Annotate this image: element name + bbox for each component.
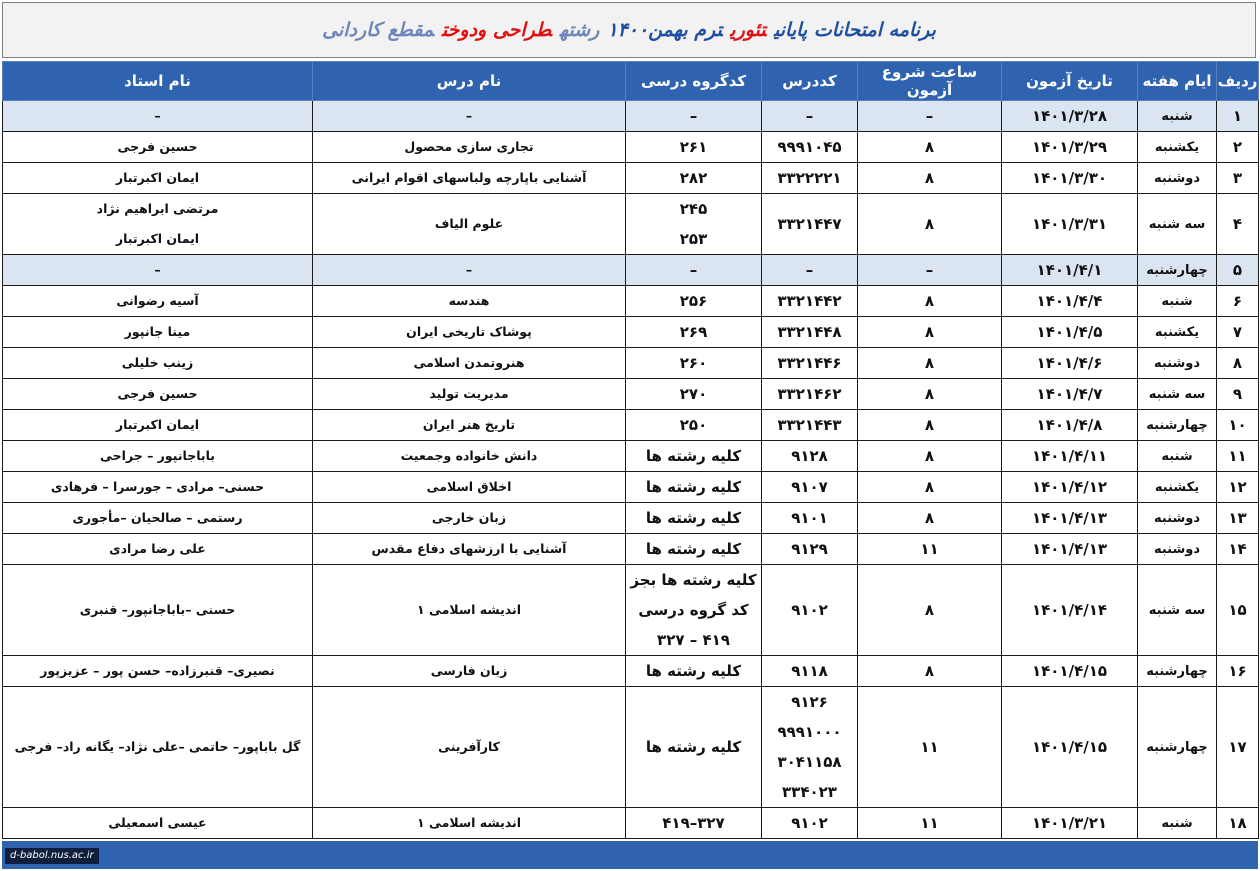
table-row <box>3 286 1259 317</box>
day-cell: شنبه <box>1138 286 1217 317</box>
course-name-cell <box>313 687 626 808</box>
table-row <box>3 441 1259 472</box>
group-code-cell <box>626 565 762 656</box>
date-cell: ۱۴۰۱/۴/۱۳ <box>1002 534 1138 565</box>
group-code-cell <box>626 808 762 839</box>
course-name-cell <box>313 472 626 503</box>
teacher-cell-line: نصیری– قنبرزاده– حسن پور – عزیزپور <box>40 663 275 678</box>
exam-schedule-table <box>2 61 1259 839</box>
course-code-cell-line: ۳۳۲۱۴۴۷ <box>777 215 842 233</box>
title-part-1: برنامه امتحانات پایانی <box>774 19 936 41</box>
start-time-cell: ۸ <box>858 410 1002 441</box>
table-row <box>3 101 1259 132</box>
course-code-cell <box>762 194 858 255</box>
day-cell: چهارشنبه <box>1138 410 1217 441</box>
course-code-cell <box>762 441 858 472</box>
title-part-2: تئوری <box>730 19 767 41</box>
teacher-cell-line: ایمان اکبرتبار <box>115 231 200 246</box>
course-code-cell <box>762 565 858 656</box>
course-name-cell <box>313 194 626 255</box>
table-row <box>3 255 1259 286</box>
group-code-cell-line: ۲۴۵ <box>679 200 708 218</box>
course-code-cell-line: ۳۳۲۱۴۴۳ <box>777 416 842 434</box>
course-name-cell-line: کارآفرینی <box>438 739 500 754</box>
day-cell: یکشنبه <box>1138 472 1217 503</box>
teacher-cell-line: باباجانپور – جراحی <box>100 448 215 463</box>
course-code-cell-line: ۳۳۲۱۴۴۲ <box>777 292 842 310</box>
course-code-cell-line: ۹۱۲۶ <box>791 693 828 711</box>
teacher-cell-line: علی رضا مرادی <box>109 541 206 556</box>
group-code-cell-line: – <box>689 107 698 125</box>
course-code-cell <box>762 472 858 503</box>
day-cell: چهارشنبه <box>1138 255 1217 286</box>
course-code-cell <box>762 503 858 534</box>
course-name-cell-line: تاریخ هنر ایران <box>422 417 516 432</box>
row-number-cell: ۱ <box>1217 101 1259 132</box>
teacher-cell-line: حسین فرجی <box>117 386 198 401</box>
teacher-cell <box>3 472 313 503</box>
course-name-cell-line: آشنایی با ارزشهای دفاع مقدس <box>371 541 567 556</box>
date-cell: ۱۴۰۱/۴/۱۵ <box>1002 687 1138 808</box>
teacher-cell <box>3 808 313 839</box>
column-header-teacher: نام استاد <box>3 62 313 101</box>
start-time-cell: ۸ <box>858 317 1002 348</box>
title-part-6: مقطع کاردانی <box>322 19 434 41</box>
date-cell: ۱۴۰۱/۴/۱ <box>1002 255 1138 286</box>
table-row <box>3 348 1259 379</box>
course-name-cell-line: اخلاق اسلامی <box>426 479 512 494</box>
teacher-cell <box>3 534 313 565</box>
course-code-cell-line: ۹۱۲۹ <box>791 540 828 558</box>
group-code-cell <box>626 163 762 194</box>
course-name-cell-line: اندیشه اسلامی ۱ <box>417 815 521 830</box>
course-code-cell-line: ۳۳۲۱۴۶۲ <box>777 385 842 403</box>
footer-bar <box>2 841 1258 869</box>
course-name-cell-line: زبان خارجی <box>431 510 507 525</box>
group-code-cell <box>626 286 762 317</box>
teacher-cell <box>3 379 313 410</box>
group-code-cell-line: کلیه رشته ها <box>645 447 742 465</box>
teacher-cell <box>3 132 313 163</box>
date-cell: ۱۴۰۱/۴/۱۵ <box>1002 656 1138 687</box>
group-code-cell-line: ۲۸۲ <box>679 169 708 187</box>
date-cell: ۱۴۰۱/۳/۲۹ <box>1002 132 1138 163</box>
row-number-cell: ۱۷ <box>1217 687 1259 808</box>
date-cell: ۱۴۰۱/۴/۱۱ <box>1002 441 1138 472</box>
day-cell: سه شنبه <box>1138 565 1217 656</box>
date-cell: ۱۴۰۱/۴/۱۳ <box>1002 503 1138 534</box>
day-cell: یکشنبه <box>1138 132 1217 163</box>
course-name-cell-line: علوم الیاف <box>434 216 504 231</box>
group-code-cell <box>626 441 762 472</box>
table-row <box>3 472 1259 503</box>
course-code-cell-line: ۹۱۰۷ <box>791 478 828 496</box>
row-number-cell: ۸ <box>1217 348 1259 379</box>
table-row <box>3 410 1259 441</box>
course-name-cell-line: – <box>465 108 473 123</box>
group-code-cell-line: کلیه رشته ها <box>645 662 742 680</box>
date-cell: ۱۴۰۱/۳/۲۱ <box>1002 808 1138 839</box>
group-code-cell <box>626 503 762 534</box>
start-time-cell: ۸ <box>858 441 1002 472</box>
row-number-cell: ۴ <box>1217 194 1259 255</box>
start-time-cell: ۸ <box>858 503 1002 534</box>
course-code-cell-line: ۹۱۱۸ <box>791 662 828 680</box>
start-time-cell: ۸ <box>858 379 1002 410</box>
day-cell: شنبه <box>1138 101 1217 132</box>
row-number-cell: ۱۶ <box>1217 656 1259 687</box>
group-code-cell <box>626 255 762 286</box>
teacher-cell-line: رستمی – صالحیان –مأجوری <box>72 510 243 525</box>
teacher-cell <box>3 565 313 656</box>
group-code-cell-line: کلیه رشته ها بجز <box>630 571 757 589</box>
course-name-cell <box>313 132 626 163</box>
start-time-cell: ۸ <box>858 565 1002 656</box>
group-code-cell-line: کلیه رشته ها <box>645 509 742 527</box>
title-part-4: رشته <box>559 19 600 41</box>
start-time-cell: ۱۱ <box>858 534 1002 565</box>
column-header-day: ایام هفته <box>1138 62 1217 101</box>
course-code-cell <box>762 255 858 286</box>
course-name-cell <box>313 656 626 687</box>
teacher-cell-line: گل باباپور– حاتمی –علی نژاد– یگانه راد– فرجی <box>14 739 301 754</box>
course-code-cell-line: ۳۳۲۱۴۴۸ <box>777 323 842 341</box>
course-code-cell-line: ۳۰۴۱۱۵۸ <box>777 753 842 771</box>
day-cell: دوشنبه <box>1138 348 1217 379</box>
teacher-cell <box>3 286 313 317</box>
course-code-cell <box>762 656 858 687</box>
start-time-cell: – <box>858 255 1002 286</box>
column-header-start-time: ساعت شروع آزمون <box>858 62 1002 101</box>
group-code-cell <box>626 194 762 255</box>
group-code-cell <box>626 472 762 503</box>
group-code-cell-line: ۳۲۷–۴۱۹ <box>662 814 725 832</box>
row-number-cell: ۷ <box>1217 317 1259 348</box>
teacher-cell-line: حسنی– مرادی – جورسرا – فرهادی <box>50 479 265 494</box>
course-code-cell <box>762 534 858 565</box>
footer-site-label: d-babol.nus.ac.ir <box>5 848 99 864</box>
course-name-cell <box>313 255 626 286</box>
date-cell: ۱۴۰۱/۴/۶ <box>1002 348 1138 379</box>
course-name-cell-line: هنروتمدن اسلامی <box>413 355 525 370</box>
table-row <box>3 132 1259 163</box>
table-row <box>3 317 1259 348</box>
column-header-row-number: ردیف <box>1217 62 1259 101</box>
course-name-cell-line: – <box>465 262 473 277</box>
course-name-cell-line: پوشاک تاریخی ایران <box>406 324 532 339</box>
day-cell: سه شنبه <box>1138 194 1217 255</box>
group-code-cell-line: – <box>689 261 698 279</box>
group-code-cell <box>626 317 762 348</box>
course-code-cell <box>762 163 858 194</box>
course-name-cell <box>313 808 626 839</box>
day-cell: چهارشنبه <box>1138 687 1217 808</box>
course-code-cell <box>762 101 858 132</box>
date-cell: ۱۴۰۱/۴/۱۴ <box>1002 565 1138 656</box>
day-cell: دوشنبه <box>1138 503 1217 534</box>
table-row <box>3 163 1259 194</box>
start-time-cell: ۱۱ <box>858 808 1002 839</box>
day-cell: سه شنبه <box>1138 379 1217 410</box>
course-name-cell <box>313 317 626 348</box>
day-cell: یکشنبه <box>1138 317 1217 348</box>
course-name-cell-line: هندسه <box>448 293 490 308</box>
teacher-cell-line: حسنی –باباجانپور– قنبری <box>79 602 236 617</box>
teacher-cell-line: – <box>154 108 161 123</box>
day-cell: دوشنبه <box>1138 534 1217 565</box>
course-code-cell <box>762 286 858 317</box>
teacher-cell-line: ایمان اکبرتبار <box>115 417 200 432</box>
column-header-course-code: کددرس <box>762 62 858 101</box>
teacher-cell-line: آسیه رضوانی <box>116 293 199 308</box>
course-code-cell <box>762 687 858 808</box>
start-time-cell: ۸ <box>858 348 1002 379</box>
teacher-cell <box>3 687 313 808</box>
course-name-cell-line: اندیشه اسلامی ۱ <box>417 602 521 617</box>
group-code-cell-line: کلیه رشته ها <box>645 478 742 496</box>
column-header-group-code: کدگروه درسی <box>626 62 762 101</box>
start-time-cell: ۸ <box>858 472 1002 503</box>
course-name-cell <box>313 379 626 410</box>
row-number-cell: ۳ <box>1217 163 1259 194</box>
start-time-cell: ۸ <box>858 132 1002 163</box>
teacher-cell <box>3 503 313 534</box>
group-code-cell <box>626 379 762 410</box>
teacher-cell-line: مینا جانپور <box>124 324 191 339</box>
row-number-cell: ۱۸ <box>1217 808 1259 839</box>
course-name-cell <box>313 163 626 194</box>
group-code-cell-line: کد گروه درسی <box>638 601 749 619</box>
group-code-cell-line: ۲۵۰ <box>679 416 708 434</box>
course-name-cell <box>313 565 626 656</box>
teacher-cell <box>3 255 313 286</box>
teacher-cell <box>3 410 313 441</box>
group-code-cell <box>626 132 762 163</box>
day-cell: چهارشنبه <box>1138 656 1217 687</box>
course-name-cell-line: دانش خانواده وجمعیت <box>400 448 538 463</box>
teacher-cell <box>3 194 313 255</box>
date-cell: ۱۴۰۱/۳/۳۱ <box>1002 194 1138 255</box>
table-row <box>3 687 1259 808</box>
start-time-cell: ۸ <box>858 656 1002 687</box>
course-name-cell <box>313 441 626 472</box>
course-name-cell <box>313 410 626 441</box>
day-cell: شنبه <box>1138 441 1217 472</box>
teacher-cell-line: – <box>154 262 161 277</box>
page-title <box>2 2 1256 58</box>
start-time-cell: ۸ <box>858 286 1002 317</box>
row-number-cell: ۱۵ <box>1217 565 1259 656</box>
start-time-cell: ۸ <box>858 194 1002 255</box>
course-name-cell <box>313 348 626 379</box>
title-part-3: ترم بهمن۱۴۰۰ <box>607 19 723 41</box>
group-code-cell-line: ۲۷۰ <box>679 385 708 403</box>
course-code-cell <box>762 379 858 410</box>
group-code-cell <box>626 534 762 565</box>
course-name-cell-line: زبان فارسی <box>430 663 508 678</box>
group-code-cell <box>626 410 762 441</box>
table-row <box>3 808 1259 839</box>
group-code-cell-line: کلیه رشته ها <box>645 738 742 756</box>
title-part-5: طراحی ودوخت <box>441 19 552 41</box>
teacher-cell <box>3 163 313 194</box>
course-code-cell <box>762 348 858 379</box>
date-cell: ۱۴۰۱/۴/۴ <box>1002 286 1138 317</box>
course-code-cell-line: ۳۳۲۱۴۴۶ <box>777 354 842 372</box>
start-time-cell: ۱۱ <box>858 687 1002 808</box>
group-code-cell-line: ۲۵۳ <box>679 230 708 248</box>
course-code-cell <box>762 132 858 163</box>
course-code-cell-line: ۳۳۴۰۲۳ <box>782 783 837 801</box>
course-name-cell-line: مدیریت تولید <box>429 386 509 401</box>
group-code-cell-line: ۲۶۰ <box>679 354 708 372</box>
course-code-cell-line: – <box>805 261 814 279</box>
day-cell: دوشنبه <box>1138 163 1217 194</box>
group-code-cell-line: ۲۵۶ <box>679 292 708 310</box>
column-header-date: تاریخ آزمون <box>1002 62 1138 101</box>
row-number-cell: ۱۰ <box>1217 410 1259 441</box>
course-name-cell <box>313 534 626 565</box>
row-number-cell: ۶ <box>1217 286 1259 317</box>
teacher-cell-line: حسین فرجی <box>117 139 198 154</box>
course-code-cell-line: ۹۹۹۱۰۴۵ <box>777 138 842 156</box>
group-code-cell <box>626 656 762 687</box>
row-number-cell: ۹ <box>1217 379 1259 410</box>
course-code-cell-line: ۹۱۰۲ <box>791 814 828 832</box>
course-name-cell <box>313 101 626 132</box>
course-code-cell-line: ۹۱۰۱ <box>791 509 828 527</box>
row-number-cell: ۱۳ <box>1217 503 1259 534</box>
table-row <box>3 194 1259 255</box>
group-code-cell <box>626 101 762 132</box>
course-code-cell <box>762 410 858 441</box>
group-code-cell-line: ۲۶۱ <box>679 138 708 156</box>
start-time-cell: ۸ <box>858 163 1002 194</box>
course-code-cell <box>762 317 858 348</box>
row-number-cell: ۲ <box>1217 132 1259 163</box>
teacher-cell-line: زینب خلیلی <box>121 355 194 370</box>
course-code-cell-line: ۹۱۲۸ <box>791 447 828 465</box>
course-name-cell <box>313 503 626 534</box>
teacher-cell <box>3 441 313 472</box>
date-cell: ۱۴۰۱/۳/۳۰ <box>1002 163 1138 194</box>
date-cell: ۱۴۰۱/۴/۱۲ <box>1002 472 1138 503</box>
teacher-cell <box>3 101 313 132</box>
teacher-cell <box>3 317 313 348</box>
course-name-cell <box>313 286 626 317</box>
teacher-cell-line: مرتضی ابراهیم نژاد <box>96 201 219 216</box>
table-header-row <box>3 62 1259 101</box>
row-number-cell: ۱۲ <box>1217 472 1259 503</box>
day-cell: شنبه <box>1138 808 1217 839</box>
course-name-cell-line: آشنایی باپارچه ولباسهای اقوام ایرانی <box>351 170 587 185</box>
course-code-cell-line: ۹۱۰۲ <box>791 601 828 619</box>
start-time-cell: – <box>858 101 1002 132</box>
teacher-cell-line: عیسی اسمعیلی <box>108 815 207 830</box>
column-header-course-name: نام درس <box>313 62 626 101</box>
table-body <box>3 101 1259 839</box>
teacher-cell-line: ایمان اکبرتبار <box>115 170 200 185</box>
table-row <box>3 503 1259 534</box>
course-code-cell-line: – <box>805 107 814 125</box>
date-cell: ۱۴۰۱/۳/۲۸ <box>1002 101 1138 132</box>
teacher-cell <box>3 656 313 687</box>
table-row <box>3 379 1259 410</box>
row-number-cell: ۱۱ <box>1217 441 1259 472</box>
course-code-cell-line: ۹۹۹۱۰۰۰ <box>777 723 842 741</box>
table-row <box>3 656 1259 687</box>
table-row <box>3 565 1259 656</box>
date-cell: ۱۴۰۱/۴/۷ <box>1002 379 1138 410</box>
course-name-cell-line: تجاری سازی محصول <box>404 139 534 154</box>
date-cell: ۱۴۰۱/۴/۸ <box>1002 410 1138 441</box>
course-code-cell <box>762 808 858 839</box>
row-number-cell: ۵ <box>1217 255 1259 286</box>
date-cell: ۱۴۰۱/۴/۵ <box>1002 317 1138 348</box>
row-number-cell: ۱۴ <box>1217 534 1259 565</box>
group-code-cell <box>626 687 762 808</box>
group-code-cell-line: کلیه رشته ها <box>645 540 742 558</box>
teacher-cell <box>3 348 313 379</box>
table-row <box>3 534 1259 565</box>
group-code-cell <box>626 348 762 379</box>
group-code-cell-line: ۲۶۹ <box>679 323 708 341</box>
course-code-cell-line: ۳۳۲۲۲۲۱ <box>777 169 842 187</box>
group-code-cell-line: ۴۱۹ – ۳۲۷ <box>657 631 730 649</box>
